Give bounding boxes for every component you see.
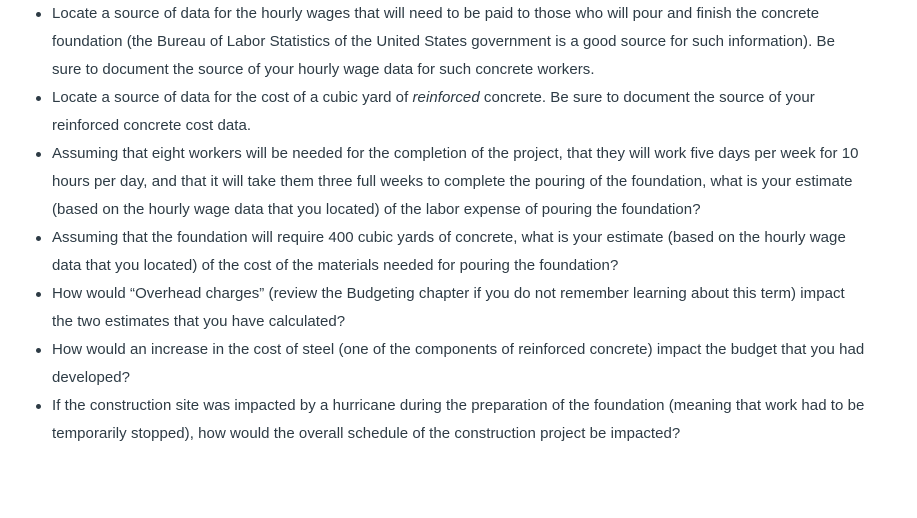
bullet-icon bbox=[36, 292, 41, 297]
bullet-text: How would an increase in the cost of steel (one of the components of reinforced concrete) impact the budget that you had developed? bbox=[52, 341, 865, 386]
list-item bbox=[0, 336, 917, 392]
bullet-icon bbox=[36, 348, 41, 353]
list-item bbox=[0, 0, 917, 84]
bullet-text: How would “Overhead charges” (review the Budgeting chapter if you do not remember learning about this term) impact the two estimates that you have calculated? bbox=[52, 285, 845, 330]
bullet-text: Locate a source of data for the cost of a cubic yard of reinforced concrete. Be sure to document the source of your reinforced concrete cost data. bbox=[52, 89, 815, 134]
bullet-icon bbox=[36, 404, 41, 409]
bullet-icon bbox=[36, 96, 41, 101]
list-item bbox=[0, 140, 917, 224]
bullet-text: Assuming that eight workers will be needed for the completion of the project, that they will work five days per week for 10 hours per day, and that it will take them three full weeks to complete the pouring of the foundation, what is your estimate (based on the hourly wage data that you located) of the labor expense of pouring the foundation? bbox=[52, 145, 859, 218]
list-item bbox=[0, 84, 917, 140]
bullet-icon bbox=[36, 12, 41, 17]
bullet-icon bbox=[36, 236, 41, 241]
list-item bbox=[0, 392, 917, 448]
bullet-text: If the construction site was impacted by a hurricane during the preparation of the foundation (meaning that work had to be temporarily stopped), how would the overall schedule of the construction project be impacted? bbox=[52, 397, 865, 442]
bullet-text: Assuming that the foundation will require 400 cubic yards of concrete, what is your estimate (based on the hourly wage data that you located) of the cost of the materials needed for pouring the foundation? bbox=[52, 229, 846, 274]
bullet-text: Locate a source of data for the hourly wages that will need to be paid to those who will pour and finish the concrete foundation (the Bureau of Labor Statistics of the United States government is a good source for such information). Be sure to document the source of your hourly wage data for such concrete workers. bbox=[52, 5, 835, 78]
list-item bbox=[0, 224, 917, 280]
list-item bbox=[0, 280, 917, 336]
emphasis-text: reinforced bbox=[412, 89, 480, 106]
bullet-icon bbox=[36, 152, 41, 157]
